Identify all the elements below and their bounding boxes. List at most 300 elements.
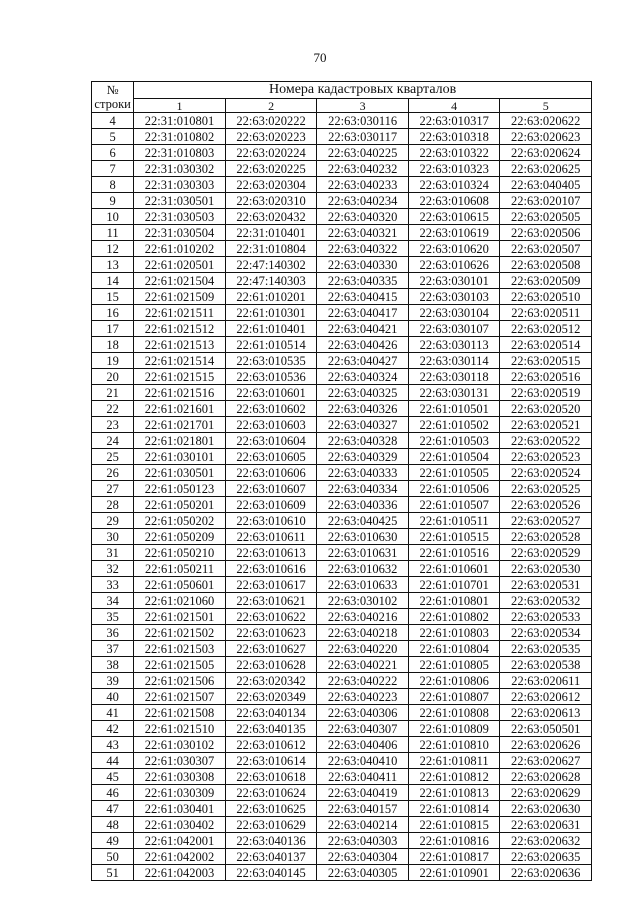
cadastral-number-cell: 22:63:020524 (500, 465, 592, 481)
table-row (92, 257, 592, 273)
cadastral-number-cell: 22:63:020528 (500, 529, 592, 545)
cadastral-number-cell: 22:63:030107 (408, 321, 500, 337)
cadastral-number-cell: 22:63:020521 (500, 417, 592, 433)
cadastral-number-cell: 22:63:040328 (317, 433, 409, 449)
cadastral-number-cell: 22:63:030104 (408, 305, 500, 321)
cadastral-number-cell: 22:63:010625 (225, 801, 317, 817)
row-number-header (92, 82, 134, 113)
cadastral-number-cell: 22:61:010301 (225, 305, 317, 321)
table-row (92, 241, 592, 257)
cadastral-number-cell: 22:61:010401 (225, 321, 317, 337)
table-row (92, 769, 592, 785)
cadastral-number-cell: 22:63:030103 (408, 289, 500, 305)
column-number-header: 1 (134, 99, 226, 113)
cadastral-number-cell: 22:63:040411 (317, 769, 409, 785)
cadastral-number-cell: 22:61:021505 (134, 657, 226, 673)
cadastral-number-cell: 22:63:040304 (317, 849, 409, 865)
table-row (92, 193, 592, 209)
cadastral-number-cell: 22:61:010601 (408, 561, 500, 577)
row-number-cell: 19 (92, 353, 134, 369)
cadastral-number-cell: 22:61:010501 (408, 401, 500, 417)
cadastral-number-cell: 22:63:020505 (500, 209, 592, 225)
cadastral-number-cell: 22:61:021504 (134, 273, 226, 289)
cadastral-number-cell: 22:63:040324 (317, 369, 409, 385)
row-number-cell: 46 (92, 785, 134, 801)
cadastral-number-cell: 22:63:020626 (500, 737, 592, 753)
cadastral-number-cell: 22:63:040333 (317, 465, 409, 481)
cadastral-number-cell: 22:63:040233 (317, 177, 409, 193)
cadastral-number-cell: 22:63:040306 (317, 705, 409, 721)
cadastral-number-cell: 22:63:010608 (408, 193, 500, 209)
cadastral-number-cell: 22:61:010815 (408, 817, 500, 833)
cadastral-number-cell: 22:63:040415 (317, 289, 409, 305)
cadastral-number-cell: 22:63:020225 (225, 161, 317, 177)
cadastral-number-cell: 22:61:050210 (134, 545, 226, 561)
table-row (92, 321, 592, 337)
cadastral-number-cell: 22:31:030302 (134, 161, 226, 177)
cadastral-number-cell: 22:63:020535 (500, 641, 592, 657)
cadastral-number-cell: 22:61:042002 (134, 849, 226, 865)
table-row (92, 817, 592, 833)
cadastral-number-cell: 22:63:020526 (500, 497, 592, 513)
cadastral-number-cell: 22:63:020107 (500, 193, 592, 209)
cadastral-number-cell: 22:63:010624 (225, 785, 317, 801)
cadastral-number-cell: 22:61:030102 (134, 737, 226, 753)
header-row-title (92, 82, 592, 99)
cadastral-number-cell: 22:63:010616 (225, 561, 317, 577)
row-number-cell: 15 (92, 289, 134, 305)
column-number-header: 5 (500, 99, 592, 113)
table-row (92, 593, 592, 609)
row-number-cell: 42 (92, 721, 134, 737)
cadastral-number-cell: 22:63:020622 (500, 113, 592, 129)
cadastral-number-cell: 22:63:040326 (317, 401, 409, 417)
row-number-cell: 47 (92, 801, 134, 817)
table-header (92, 82, 592, 113)
table-row (92, 305, 592, 321)
cadastral-number-cell: 22:61:010801 (408, 593, 500, 609)
cadastral-number-cell: 22:63:020538 (500, 657, 592, 673)
cadastral-number-cell: 22:63:020522 (500, 433, 592, 449)
row-number-cell: 5 (92, 129, 134, 145)
cadastral-number-cell: 22:61:010202 (134, 241, 226, 257)
cadastral-number-cell: 22:63:020508 (500, 257, 592, 273)
cadastral-number-cell: 22:63:010610 (225, 513, 317, 529)
cadastral-number-cell: 22:31:010804 (225, 241, 317, 257)
row-number-cell: 24 (92, 433, 134, 449)
cadastral-number-cell: 22:63:040218 (317, 625, 409, 641)
row-number-cell: 25 (92, 449, 134, 465)
cadastral-number-cell: 22:61:021507 (134, 689, 226, 705)
cadastral-number-cell: 22:63:040325 (317, 385, 409, 401)
cadastral-number-cell: 22:63:040157 (317, 801, 409, 817)
row-number-header-symbol: № (106, 83, 119, 97)
cadastral-number-cell: 22:61:010507 (408, 497, 500, 513)
cadastral-number-cell: 22:31:010803 (134, 145, 226, 161)
cadastral-number-cell: 22:61:010813 (408, 785, 500, 801)
cadastral-number-cell: 22:61:021509 (134, 289, 226, 305)
cadastral-number-cell: 22:63:040320 (317, 209, 409, 225)
cadastral-number-cell: 22:61:010806 (408, 673, 500, 689)
row-number-cell: 34 (92, 593, 134, 609)
cadastral-number-cell: 22:63:030117 (317, 129, 409, 145)
cadastral-number-cell: 22:63:020512 (500, 321, 592, 337)
row-number-cell: 6 (92, 145, 134, 161)
row-number-cell: 43 (92, 737, 134, 753)
cadastral-number-cell: 22:61:010805 (408, 657, 500, 673)
cadastral-number-cell: 22:61:030309 (134, 785, 226, 801)
cadastral-number-cell: 22:63:040303 (317, 833, 409, 849)
row-number-cell: 16 (92, 305, 134, 321)
cadastral-number-cell: 22:63:040222 (317, 673, 409, 689)
cadastral-number-cell: 22:31:010401 (225, 225, 317, 241)
cadastral-number-cell: 22:61:030307 (134, 753, 226, 769)
cadastral-number-cell: 22:63:040225 (317, 145, 409, 161)
table-row (92, 545, 592, 561)
row-number-cell: 37 (92, 641, 134, 657)
table-title: Номера кадастровых кварталов (134, 82, 592, 99)
cadastral-quarters-table (91, 81, 592, 881)
cadastral-number-cell: 22:63:020223 (225, 129, 317, 145)
table-row (92, 113, 592, 129)
cadastral-number-cell: 22:63:020630 (500, 801, 592, 817)
row-number-cell: 45 (92, 769, 134, 785)
cadastral-number-cell: 22:63:010612 (225, 737, 317, 753)
cadastral-number-cell: 22:63:010322 (408, 145, 500, 161)
cadastral-number-cell: 22:47:140303 (225, 273, 317, 289)
cadastral-number-cell: 22:61:021514 (134, 353, 226, 369)
cadastral-number-cell: 22:61:030501 (134, 465, 226, 481)
cadastral-number-cell: 22:63:040136 (225, 833, 317, 849)
cadastral-number-cell: 22:63:030118 (408, 369, 500, 385)
cadastral-number-cell: 22:63:010606 (225, 465, 317, 481)
cadastral-number-cell: 22:63:040134 (225, 705, 317, 721)
cadastral-number-cell: 22:63:020627 (500, 753, 592, 769)
cadastral-number-cell: 22:63:020527 (500, 513, 592, 529)
table-row (92, 401, 592, 417)
cadastral-number-cell: 22:63:020533 (500, 609, 592, 625)
cadastral-number-cell: 22:63:020523 (500, 449, 592, 465)
table-row (92, 561, 592, 577)
column-number-header: 3 (317, 99, 409, 113)
cadastral-number-cell: 22:63:020520 (500, 401, 592, 417)
row-number-cell: 35 (92, 609, 134, 625)
cadastral-number-cell: 22:61:042003 (134, 865, 226, 881)
table-row (92, 577, 592, 593)
cadastral-number-cell: 22:63:020516 (500, 369, 592, 385)
cadastral-number-cell: 22:63:010618 (225, 769, 317, 785)
cadastral-number-cell: 22:61:010506 (408, 481, 500, 497)
row-number-cell: 32 (92, 561, 134, 577)
cadastral-number-cell: 22:61:021516 (134, 385, 226, 401)
cadastral-number-cell: 22:61:050601 (134, 577, 226, 593)
cadastral-number-cell: 22:63:020224 (225, 145, 317, 161)
cadastral-number-cell: 22:61:010514 (225, 337, 317, 353)
cadastral-number-cell: 22:63:020507 (500, 241, 592, 257)
cadastral-number-cell: 22:63:010613 (225, 545, 317, 561)
cadastral-number-cell: 22:61:030101 (134, 449, 226, 465)
cadastral-number-cell: 22:63:050501 (500, 721, 592, 737)
table-row (92, 369, 592, 385)
cadastral-number-cell: 22:61:010817 (408, 849, 500, 865)
cadastral-number-cell: 22:63:020531 (500, 577, 592, 593)
table-row (92, 433, 592, 449)
cadastral-number-cell: 22:63:030113 (408, 337, 500, 353)
cadastral-number-cell: 22:61:010816 (408, 833, 500, 849)
cadastral-number-cell: 22:63:020519 (500, 385, 592, 401)
cadastral-number-cell: 22:61:021515 (134, 369, 226, 385)
row-number-cell: 27 (92, 481, 134, 497)
row-number-cell: 7 (92, 161, 134, 177)
table-row (92, 145, 592, 161)
table-row (92, 177, 592, 193)
table-row (92, 625, 592, 641)
table-row (92, 497, 592, 513)
cadastral-number-cell: 22:63:040405 (500, 177, 592, 193)
cadastral-number-cell: 22:63:040221 (317, 657, 409, 673)
cadastral-number-cell: 22:63:010603 (225, 417, 317, 433)
cadastral-number-cell: 22:63:010317 (408, 113, 500, 129)
cadastral-number-cell: 22:61:050201 (134, 497, 226, 513)
row-number-cell: 8 (92, 177, 134, 193)
cadastral-number-cell: 22:61:021060 (134, 593, 226, 609)
cadastral-number-cell: 22:61:010811 (408, 753, 500, 769)
cadastral-number-cell: 22:63:040234 (317, 193, 409, 209)
table-row (92, 833, 592, 849)
cadastral-number-cell: 22:63:010630 (317, 529, 409, 545)
cadastral-number-cell: 22:63:040421 (317, 321, 409, 337)
table-row (92, 673, 592, 689)
cadastral-number-cell: 22:63:010627 (225, 641, 317, 657)
cadastral-number-cell: 22:63:010323 (408, 161, 500, 177)
cadastral-number-cell: 22:63:040232 (317, 161, 409, 177)
cadastral-number-cell: 22:63:010615 (408, 209, 500, 225)
row-number-cell: 9 (92, 193, 134, 209)
cadastral-number-cell: 22:63:010623 (225, 625, 317, 641)
cadastral-number-cell: 22:63:040417 (317, 305, 409, 321)
row-number-cell: 11 (92, 225, 134, 241)
cadastral-number-cell: 22:63:020635 (500, 849, 592, 865)
row-number-cell: 41 (92, 705, 134, 721)
cadastral-number-cell: 22:61:010701 (408, 577, 500, 593)
cadastral-number-cell: 22:31:030303 (134, 177, 226, 193)
row-number-cell: 31 (92, 545, 134, 561)
table-row (92, 737, 592, 753)
cadastral-number-cell: 22:61:021601 (134, 401, 226, 417)
row-number-cell: 28 (92, 497, 134, 513)
cadastral-number-cell: 22:61:010812 (408, 769, 500, 785)
row-number-cell: 33 (92, 577, 134, 593)
cadastral-number-cell: 22:63:040334 (317, 481, 409, 497)
cadastral-number-cell: 22:63:040335 (317, 273, 409, 289)
cadastral-number-cell: 22:61:030401 (134, 801, 226, 817)
table-row (92, 129, 592, 145)
cadastral-number-cell: 22:61:010802 (408, 609, 500, 625)
row-number-cell: 51 (92, 865, 134, 881)
cadastral-number-cell: 22:63:010601 (225, 385, 317, 401)
row-number-cell: 44 (92, 753, 134, 769)
table-row (92, 785, 592, 801)
cadastral-number-cell: 22:63:040137 (225, 849, 317, 865)
row-number-cell: 36 (92, 625, 134, 641)
cadastral-number-cell: 22:63:040425 (317, 513, 409, 529)
column-number-header: 4 (408, 99, 500, 113)
cadastral-number-cell: 22:61:010515 (408, 529, 500, 545)
cadastral-number-cell: 22:63:020636 (500, 865, 592, 881)
cadastral-number-cell: 22:61:050202 (134, 513, 226, 529)
cadastral-number-cell: 22:63:010633 (317, 577, 409, 593)
cadastral-number-cell: 22:61:021503 (134, 641, 226, 657)
cadastral-number-cell: 22:63:040330 (317, 257, 409, 273)
cadastral-number-cell: 22:63:020532 (500, 593, 592, 609)
table-row (92, 273, 592, 289)
cadastral-number-cell: 22:63:020624 (500, 145, 592, 161)
cadastral-number-cell: 22:63:010536 (225, 369, 317, 385)
table-row (92, 689, 592, 705)
table-row (92, 481, 592, 497)
page-number: 70 (313, 50, 327, 65)
cadastral-number-cell: 22:63:020628 (500, 769, 592, 785)
cadastral-number-cell: 22:63:040410 (317, 753, 409, 769)
row-number-cell: 23 (92, 417, 134, 433)
cadastral-number-cell: 22:63:030114 (408, 353, 500, 369)
cadastral-number-cell: 22:63:020304 (225, 177, 317, 193)
row-number-cell: 29 (92, 513, 134, 529)
table-row (92, 849, 592, 865)
cadastral-number-cell: 22:61:050211 (134, 561, 226, 577)
cadastral-number-cell: 22:31:030504 (134, 225, 226, 241)
cadastral-number-cell: 22:63:020611 (500, 673, 592, 689)
table-row (92, 417, 592, 433)
cadastral-number-cell: 22:61:021701 (134, 417, 226, 433)
cadastral-number-cell: 22:63:040305 (317, 865, 409, 881)
cadastral-number-cell: 22:63:020222 (225, 113, 317, 129)
header-row-columns (92, 99, 592, 113)
cadastral-number-cell: 22:61:010814 (408, 801, 500, 817)
cadastral-number-cell: 22:61:021801 (134, 433, 226, 449)
cadastral-number-cell: 22:61:010511 (408, 513, 500, 529)
row-number-cell: 50 (92, 849, 134, 865)
cadastral-number-cell: 22:63:020432 (225, 209, 317, 225)
cadastral-number-cell: 22:63:020529 (500, 545, 592, 561)
cadastral-number-cell: 22:63:040145 (225, 865, 317, 881)
cadastral-number-cell: 22:63:020510 (500, 289, 592, 305)
cadastral-number-cell: 22:63:020525 (500, 481, 592, 497)
row-number-cell: 21 (92, 385, 134, 401)
cadastral-number-cell: 22:63:010535 (225, 353, 317, 369)
table-row (92, 337, 592, 353)
cadastral-number-cell: 22:63:020625 (500, 161, 592, 177)
cadastral-number-cell: 22:63:040223 (317, 689, 409, 705)
cadastral-number-cell: 22:61:021506 (134, 673, 226, 689)
cadastral-number-cell: 22:61:010808 (408, 705, 500, 721)
cadastral-number-cell: 22:63:030116 (317, 113, 409, 129)
table-row (92, 449, 592, 465)
row-number-cell: 22 (92, 401, 134, 417)
cadastral-number-cell: 22:63:020613 (500, 705, 592, 721)
cadastral-number-cell: 22:63:020342 (225, 673, 317, 689)
table-row (92, 385, 592, 401)
cadastral-number-cell: 22:61:050209 (134, 529, 226, 545)
cadastral-number-cell: 22:63:020612 (500, 689, 592, 705)
cadastral-number-cell: 22:63:020629 (500, 785, 592, 801)
cadastral-number-cell: 22:63:020631 (500, 817, 592, 833)
table-row (92, 225, 592, 241)
cadastral-number-cell: 22:63:020514 (500, 337, 592, 353)
table-row (92, 209, 592, 225)
cadastral-number-cell: 22:31:010801 (134, 113, 226, 129)
table-row (92, 529, 592, 545)
cadastral-number-cell: 22:61:010502 (408, 417, 500, 433)
cadastral-number-cell: 22:63:040220 (317, 641, 409, 657)
cadastral-number-cell: 22:63:020310 (225, 193, 317, 209)
cadastral-number-cell: 22:63:010629 (225, 817, 317, 833)
cadastral-number-cell: 22:63:010631 (317, 545, 409, 561)
row-number-cell: 40 (92, 689, 134, 705)
cadastral-number-cell: 22:63:010619 (408, 225, 500, 241)
cadastral-number-cell: 22:63:010622 (225, 609, 317, 625)
cadastral-number-cell: 22:63:030131 (408, 385, 500, 401)
cadastral-number-cell: 22:63:020349 (225, 689, 317, 705)
cadastral-number-cell: 22:63:020534 (500, 625, 592, 641)
cadastral-number-cell: 22:61:010201 (225, 289, 317, 305)
cadastral-number-cell: 22:61:021502 (134, 625, 226, 641)
cadastral-number-cell: 22:63:040214 (317, 817, 409, 833)
cadastral-number-cell: 22:63:010632 (317, 561, 409, 577)
table-row (92, 753, 592, 769)
cadastral-number-cell: 22:61:030402 (134, 817, 226, 833)
row-number-cell: 13 (92, 257, 134, 273)
cadastral-number-cell: 22:63:020511 (500, 305, 592, 321)
cadastral-number-cell: 22:31:010802 (134, 129, 226, 145)
table-row (92, 657, 592, 673)
cadastral-number-cell: 22:61:010807 (408, 689, 500, 705)
column-number-header: 2 (225, 99, 317, 113)
cadastral-number-cell: 22:63:040327 (317, 417, 409, 433)
cadastral-number-cell: 22:61:010505 (408, 465, 500, 481)
cadastral-number-cell: 22:61:021510 (134, 721, 226, 737)
cadastral-number-cell: 22:63:010607 (225, 481, 317, 497)
cadastral-number-cell: 22:61:010516 (408, 545, 500, 561)
cadastral-number-cell: 22:63:040336 (317, 497, 409, 513)
cadastral-number-cell: 22:63:040329 (317, 449, 409, 465)
row-number-cell: 38 (92, 657, 134, 673)
table-row (92, 289, 592, 305)
cadastral-number-cell: 22:61:021508 (134, 705, 226, 721)
row-number-header-word: строки (94, 97, 131, 111)
table-row (92, 801, 592, 817)
cadastral-number-cell: 22:61:010503 (408, 433, 500, 449)
table-row (92, 705, 592, 721)
cadastral-number-cell: 22:61:042001 (134, 833, 226, 849)
cadastral-number-cell: 22:61:021513 (134, 337, 226, 353)
table-row (92, 721, 592, 737)
cadastral-number-cell: 22:63:040419 (317, 785, 409, 801)
table-row (92, 865, 592, 881)
cadastral-number-cell: 22:63:010621 (225, 593, 317, 609)
row-number-cell: 18 (92, 337, 134, 353)
cadastral-number-cell: 22:61:010804 (408, 641, 500, 657)
cadastral-number-cell: 22:61:010803 (408, 625, 500, 641)
table-row (92, 161, 592, 177)
row-number-cell: 17 (92, 321, 134, 337)
cadastral-number-cell: 22:61:021511 (134, 305, 226, 321)
row-number-cell: 10 (92, 209, 134, 225)
cadastral-number-cell: 22:63:040216 (317, 609, 409, 625)
cadastral-number-cell: 22:63:010602 (225, 401, 317, 417)
cadastral-number-cell: 22:63:010628 (225, 657, 317, 673)
cadastral-number-cell: 22:63:040406 (317, 737, 409, 753)
